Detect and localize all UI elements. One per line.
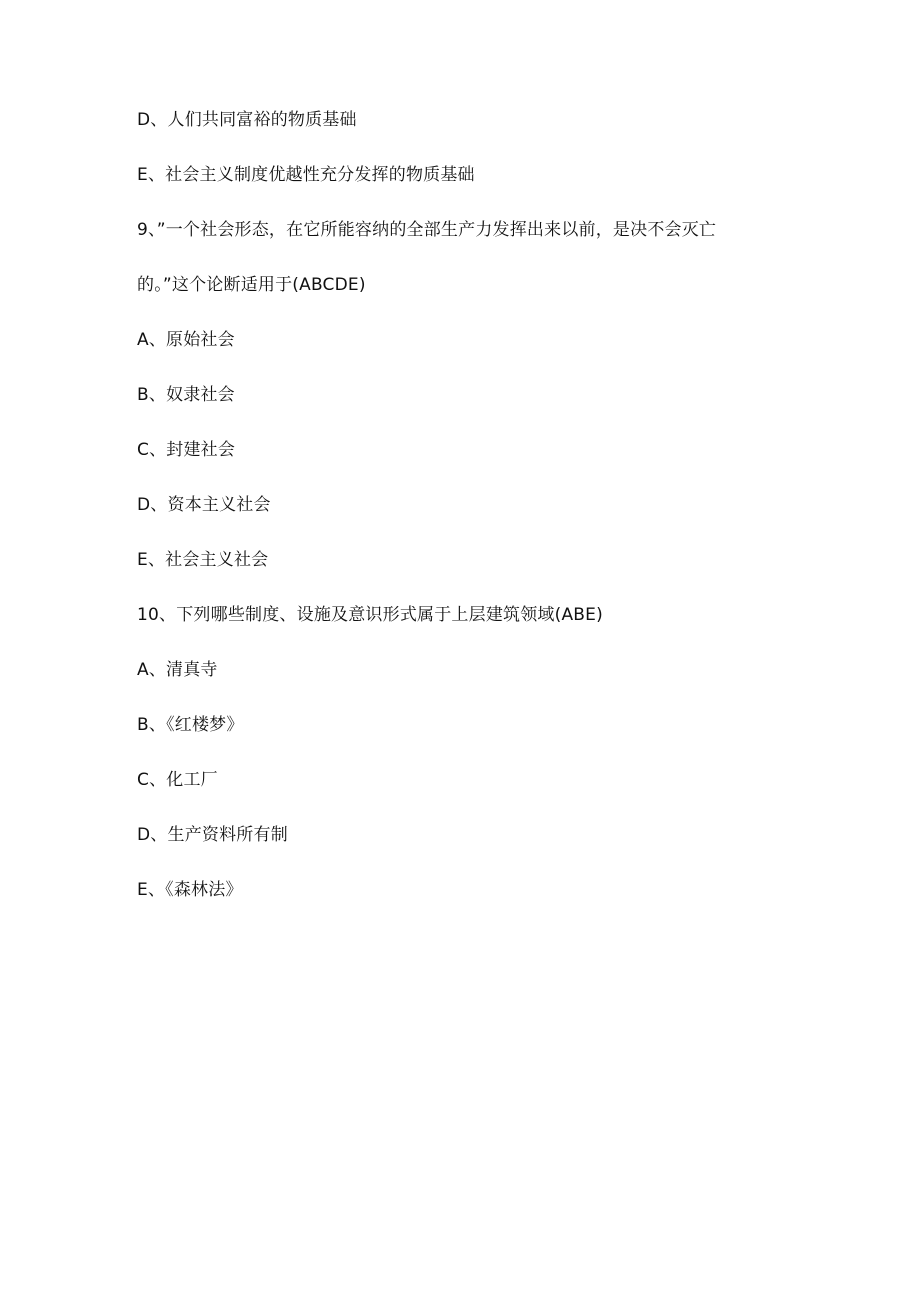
q10-option-b: B、《红楼梦》 bbox=[137, 715, 244, 735]
q9-option-c: C、封建社会 bbox=[137, 440, 236, 460]
q10-option-c: C、化工厂 bbox=[137, 770, 218, 790]
q9-option-b: B、奴隶社会 bbox=[137, 385, 235, 405]
q8-option-d: D、人们共同富裕的物质基础 bbox=[137, 110, 357, 130]
q10-stem: 10、下列哪些制度、设施及意识形式属于上层建筑领域(ABE) bbox=[137, 605, 603, 625]
q10-option-d: D、生产资料所有制 bbox=[137, 825, 288, 845]
q9-stem-line2: 的。”这个论断适用于(ABCDE) bbox=[137, 275, 366, 295]
q10-option-a: A、清真寺 bbox=[137, 660, 218, 680]
q8-option-e: E、社会主义制度优越性充分发挥的物质基础 bbox=[137, 165, 475, 185]
q9-option-d: D、资本主义社会 bbox=[137, 495, 271, 515]
q9-option-e: E、社会主义社会 bbox=[137, 550, 269, 570]
q10-option-e: E、《森林法》 bbox=[137, 880, 243, 900]
q9-option-a: A、原始社会 bbox=[137, 330, 235, 350]
q9-stem-line1: 9、”一个社会形态，在它所能容纳的全部生产力发挥出来以前，是决不会灭亡 bbox=[137, 220, 717, 240]
